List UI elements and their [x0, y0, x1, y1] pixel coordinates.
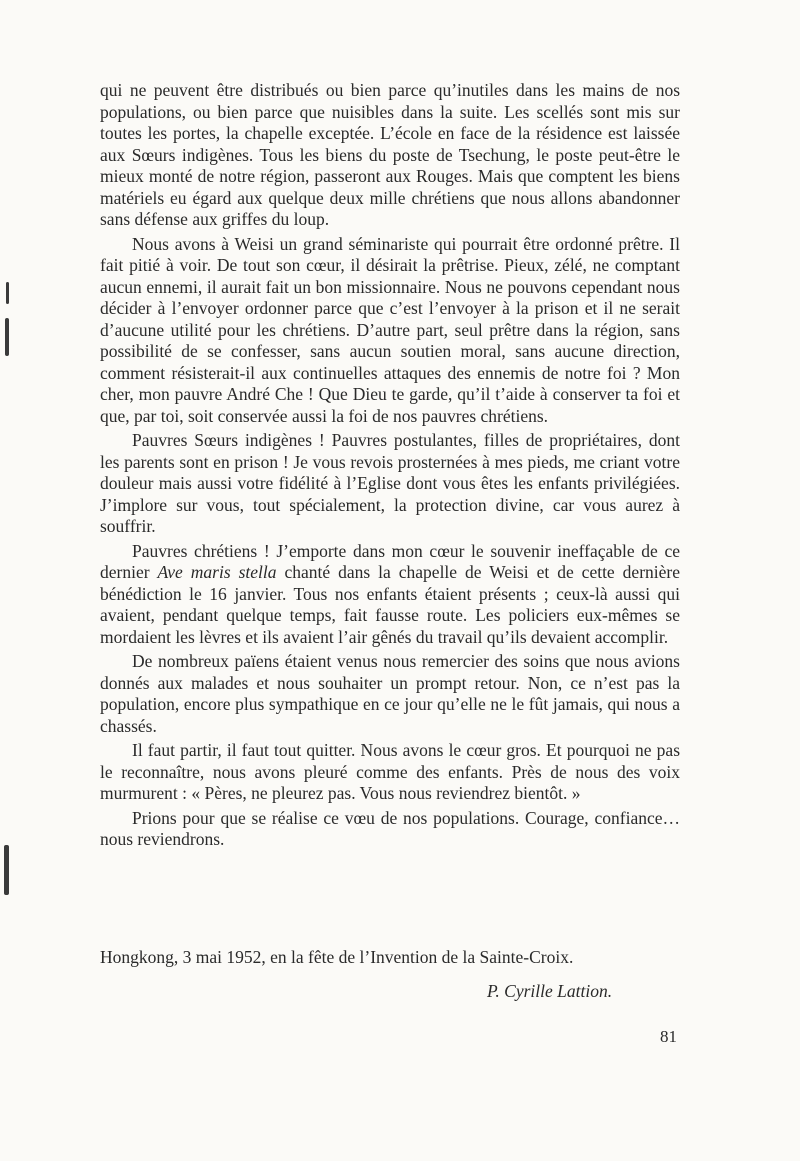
signature: P. Cyrille Lattion.	[487, 981, 613, 1001]
scan-mark-middle	[5, 318, 9, 356]
paragraph-7: Prions pour que se réalise ce vœu de nos populations. Courage, confiance… nous reviendrons.	[100, 807, 680, 849]
paragraph-5: De nombreux païens étaient venus nous remercier des soins que nous avions donnés aux malades et nous souhaiter un prompt retour. Non, ce n’est pas la population, encore plus sympathique en ce jour qu’elle ne le fût jamais, qui nous a chassés.	[100, 651, 680, 736]
paragraph-4-end: chanté dans la chapelle de Weisi et de cette dernière bénédiction le 16 janvier. Tous nos enfants étaient présents ; ceux-là aussi qui avaient, pendant quelque temps, fait fausse route. Les policiers eux-mêmes se mordaient les lèvres et ils avaient l’air gênés du travail qu’ils devaient accomplir.	[100, 562, 680, 647]
dateline: Hongkong, 3 mai 1952, en la fête de l’Invention de la Sainte-Croix.	[100, 947, 574, 967]
body-text	[100, 80, 680, 854]
paragraph-3: Pauvres Sœurs indigènes ! Pauvres postulantes, filles de propriétaires, dont les parents sont en prison ! Je vous revois prosternées à mes pieds, me criant votre douleur mais aussi votre fidélité à l’Eglise dont vous êtes les enfants privilégiées. J’implore sur vous, tout spécialement, la protection divine, car vous aurez à souffrir.	[100, 430, 680, 536]
scan-mark-bottom	[4, 845, 9, 895]
scan-mark-top	[6, 282, 9, 304]
latin-hymn-title: Ave maris stella	[157, 562, 277, 582]
paragraph-4-start: Pauvres chrétiens ! J’emporte dans mon cœur le souvenir ineffaçable de ce dernier	[100, 540, 680, 582]
paragraph-1: qui ne peuvent être distribués ou bien parce qu’inutiles dans les mains de nos populations, ou bien parce que nuisibles dans la suite. Les scellés sont mis sur toutes les portes, la chapelle exceptée. L’école en face de la résidence est laissée aux Sœurs indigènes. Tous les biens du poste de Tsechung, le poste peut-être le mieux monté de notre région, passeront aux Rouges. Mais que comptent les biens matériels eu égard aux quelque deux mille chrétiens que nous allons abandonner sans défense aux griffes du loup.	[100, 80, 680, 229]
page-number: 81	[660, 1027, 677, 1046]
paragraph-6: Il faut partir, il faut tout quitter. Nous avons le cœur gros. Et pourquoi ne pas le reconnaître, nous avons pleuré comme des enfants. Près de nous des voix murmurent : « Pères, ne pleurez pas. Vous nous reviendrez bientôt. »	[100, 740, 680, 803]
paragraph-2: Nous avons à Weisi un grand séminariste qui pourrait être ordonné prêtre. Il fait pitié à voir. De tout son cœur, il désirait la prêtrise. Pieux, zélé, ne comptant aucun ennemi, il aurait fait un bon missionnaire. Nous ne pouvons cependant nous décider à l’envoyer ordonner parce que c’est l’envoyer à la prison et il ne serait d’aucune utilité pour les chrétiens. D’autre part, seul prêtre dans la région, sans possibilité de se confesser, sans aucun soutien moral, sans aucune direction, comment résisterait-il aux continuelles attaques des ennemis de notre foi ? Mon cher, mon pauvre André Che ! Que Dieu te garde, qu’il t’aide à conserver ta foi et que, par toi, soit conservée aussi la foi de nos pauvres chrétiens.	[100, 233, 680, 426]
paragraph-4	[100, 541, 680, 649]
